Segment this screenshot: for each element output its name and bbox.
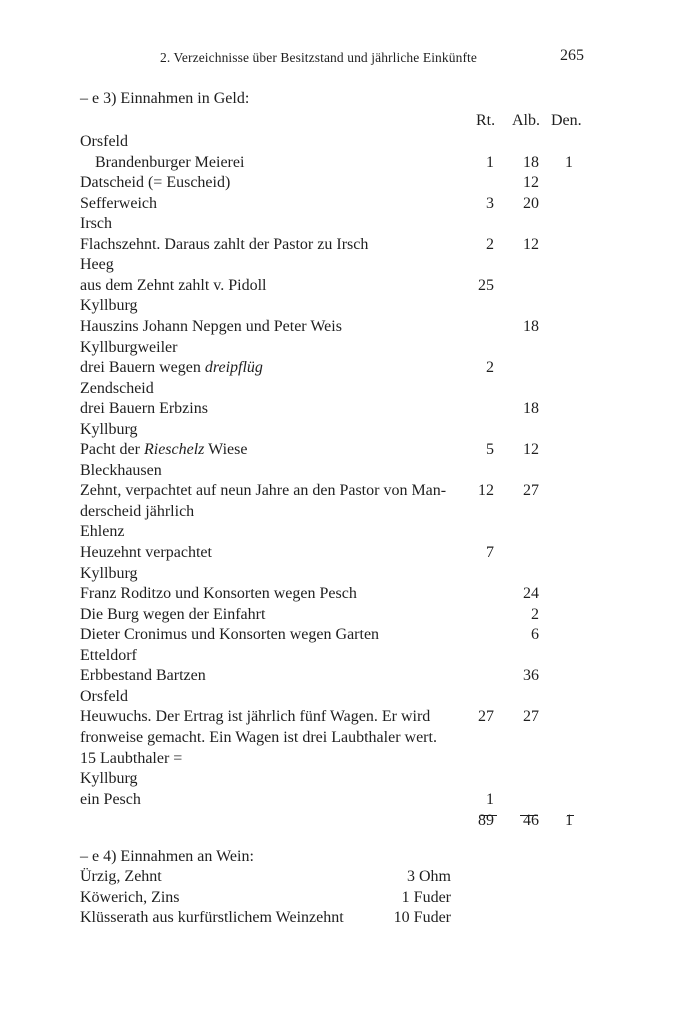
ledger-entry-text: Bleckhausen bbox=[80, 462, 162, 479]
ledger-entry-text: Zehnt, verpachtet auf neun Jahre an den Pastor von Man- bbox=[80, 482, 447, 499]
wine-item-qty: 1 Fuder bbox=[401, 889, 451, 906]
ledger-entry-text: Ehlenz bbox=[80, 523, 125, 540]
ledger-rt-value: 12 bbox=[478, 482, 494, 499]
ledger-entry-text: Kyllburg bbox=[80, 770, 138, 787]
ledger-alb-value: 18 bbox=[523, 318, 539, 335]
ledger-entry-text: Brandenburger Meierei bbox=[95, 154, 245, 171]
section-heading-money: – e 3) Einnahmen in Geld: bbox=[80, 90, 250, 107]
ledger-alb-value: 36 bbox=[523, 667, 539, 684]
ledger-entry-italic-term: Rieschelz bbox=[143, 441, 205, 458]
ledger-entry-text: Datscheid (= Euscheid) bbox=[80, 174, 231, 191]
ledger-entry-text: Sefferweich bbox=[80, 195, 157, 212]
ledger-alb-value: 18 bbox=[523, 400, 539, 417]
ledger-entry-text: Irsch bbox=[80, 215, 112, 232]
column-header-rt: Rt. bbox=[476, 112, 496, 129]
ledger-alb-value: 24 bbox=[523, 585, 539, 602]
total-alb: 46 bbox=[523, 812, 539, 829]
ledger-rt-value: 2 bbox=[486, 359, 494, 376]
ledger-entry-text: Kyllburgweiler bbox=[80, 339, 178, 356]
wine-item-text: Klüsserath aus kurfürstlichem Weinzehnt bbox=[80, 909, 344, 926]
ledger-entry-text-part: Wiese bbox=[204, 441, 248, 458]
ledger-entry-italic-term: dreipflüg bbox=[204, 359, 263, 376]
running-title: 2. Verzeichnisse über Besitzstand und jährliche Einkünfte bbox=[160, 50, 477, 65]
ledger-alb-value: 2 bbox=[531, 606, 539, 623]
section-heading-wine: – e 4) Einnahmen an Wein: bbox=[80, 848, 254, 865]
ledger-entry-text: ein Pesch bbox=[80, 791, 141, 808]
ledger-entry-text: 15 Laubthaler = bbox=[80, 750, 183, 767]
ledger-alb-value: 27 bbox=[523, 482, 539, 499]
total-den: 1 bbox=[565, 812, 573, 829]
ledger-alb-value: 27 bbox=[523, 708, 539, 725]
ledger-entry-text: Orsfeld bbox=[80, 688, 128, 705]
ledger-rt-value: 2 bbox=[486, 236, 494, 253]
ledger-entry-text bbox=[80, 358, 263, 379]
ledger-alb-value: 20 bbox=[523, 195, 539, 212]
ledger-entry-text: Die Burg wegen der Einfahrt bbox=[80, 606, 266, 623]
total-rt: 89 bbox=[478, 812, 494, 829]
ledger-entry-text: Franz Roditzo und Konsorten wegen Pesch bbox=[80, 585, 357, 602]
ledger-rt-value: 3 bbox=[486, 195, 494, 212]
ledger-den-value: 1 bbox=[565, 154, 573, 171]
ledger-entry-text: Zendscheid bbox=[80, 380, 154, 397]
ledger-entry-text bbox=[80, 440, 247, 461]
ledger-entry-text-part: Pacht der bbox=[80, 441, 144, 458]
ledger-rt-value: 1 bbox=[486, 791, 494, 808]
ledger-entry-text: Kyllburg bbox=[80, 297, 138, 314]
ledger-entry-text-part: drei Bauern wegen bbox=[80, 359, 205, 376]
wine-item-text: Ürzig, Zehnt bbox=[80, 868, 162, 885]
ledger-entry-text: Orsfeld bbox=[80, 133, 128, 150]
ledger-alb-value: 6 bbox=[531, 626, 539, 643]
ledger-entry-text: fronweise gemacht. Ein Wagen ist drei Laubthaler wert. bbox=[80, 729, 437, 746]
wine-item-qty: 3 Ohm bbox=[407, 868, 451, 885]
ledger-entry-text: derscheid jährlich bbox=[80, 503, 195, 520]
column-header-alb: Alb. bbox=[512, 112, 540, 129]
ledger-alb-value: 18 bbox=[523, 154, 539, 171]
ledger-rt-value: 7 bbox=[486, 544, 494, 561]
ledger-entry-text: Heuzehnt verpachtet bbox=[80, 544, 212, 561]
ledger-entry-text: drei Bauern Erbzins bbox=[80, 400, 208, 417]
ledger-rt-value: 27 bbox=[478, 708, 494, 725]
ledger-entry-text: Heuwuchs. Der Ertrag ist jährlich fünf Wagen. Er wird bbox=[80, 708, 431, 725]
ledger-entry-text: Flachszehnt. Daraus zahlt der Pastor zu Irsch bbox=[80, 236, 369, 253]
ledger-rt-value: 1 bbox=[486, 154, 494, 171]
wine-item-text: Köwerich, Zins bbox=[80, 889, 180, 906]
ledger-entry-text: Kyllburg bbox=[80, 565, 138, 582]
ledger-entry-text: Heeg bbox=[80, 256, 114, 273]
ledger-rt-value: 5 bbox=[486, 441, 494, 458]
ledger-alb-value: 12 bbox=[523, 441, 539, 458]
ledger-entry-text: Dieter Cronimus und Konsorten wegen Garten bbox=[80, 626, 380, 643]
ledger-entry-text: Etteldorf bbox=[80, 647, 137, 664]
page-number: 265 bbox=[560, 47, 584, 64]
wine-item-qty: 10 Fuder bbox=[393, 909, 451, 926]
column-header-den: Den. bbox=[551, 112, 582, 129]
ledger-entry-text: Hauszins Johann Nepgen und Peter Weis bbox=[80, 318, 342, 335]
ledger-entry-text: Erbbestand Bartzen bbox=[80, 667, 206, 684]
ledger-alb-value: 12 bbox=[523, 174, 539, 191]
ledger-entry-text: aus dem Zehnt zahlt v. Pidoll bbox=[80, 277, 267, 294]
ledger-entry-text: Kyllburg bbox=[80, 421, 138, 438]
ledger-alb-value: 12 bbox=[523, 236, 539, 253]
ledger-rt-value: 25 bbox=[478, 277, 494, 294]
